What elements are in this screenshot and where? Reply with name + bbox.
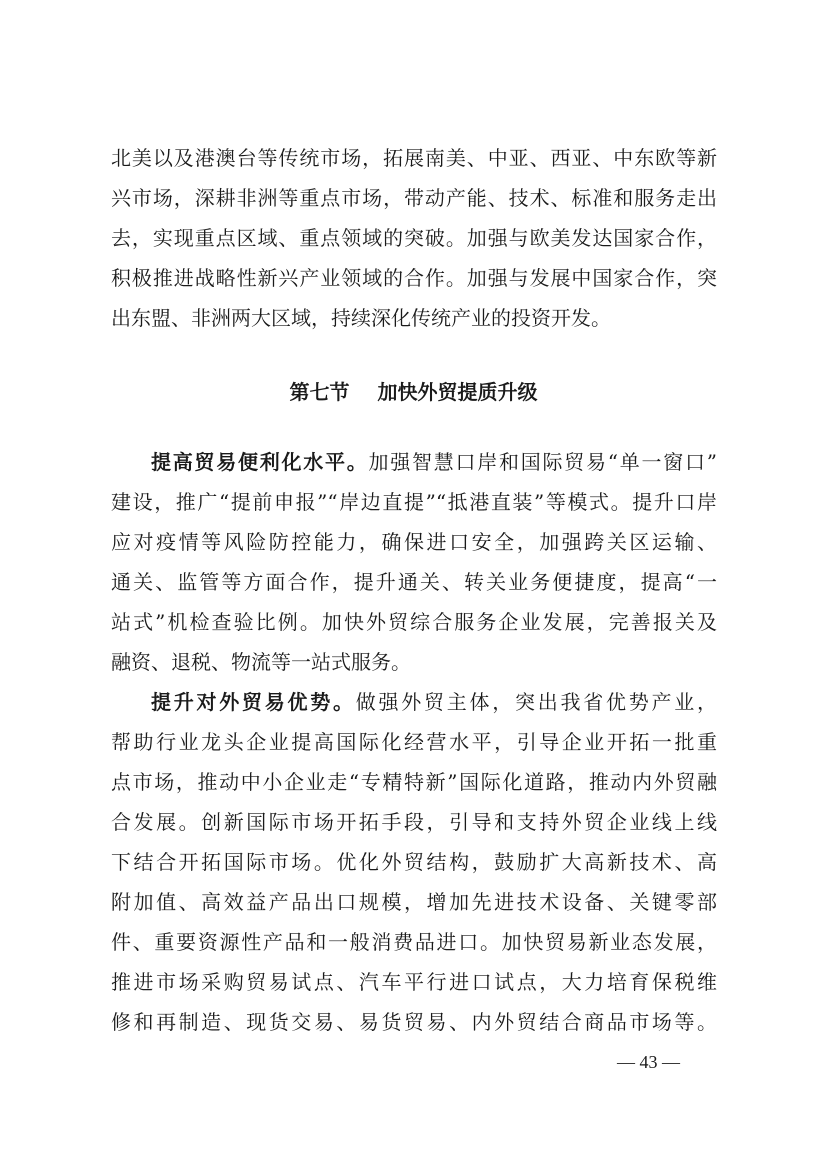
body-line: 积极推进战略性新兴产业领域的合作。加强与发展中国家合作，突 xyxy=(111,266,717,290)
paragraph-first-line xyxy=(151,682,717,722)
paragraph-lead: 提高贸易便利化水平。 xyxy=(151,450,369,474)
body-line: 通关、监管等方面合作，提升通关、转关业务便捷度，提高“一 xyxy=(111,570,717,594)
section-heading xyxy=(0,372,827,412)
paragraph-text: 加强智慧口岸和国际贸易“单一窗口” xyxy=(368,450,718,474)
section-number: 第七节 xyxy=(289,380,350,404)
body-line: 点市场，推动中小企业走“专精特新”国际化道路，推动内外贸融 xyxy=(111,770,717,794)
page-number: — 43 — xyxy=(617,1052,680,1072)
body-line: 合发展。创新国际市场开拓手段，引导和支持外贸企业线上线 xyxy=(111,810,717,834)
body-line: 帮助行业龙头企业提高国际化经营水平，引导企业开拓一批重 xyxy=(111,730,717,754)
body-line: 件、重要资源性产品和一般消费品进口。加快贸易新业态发展， xyxy=(111,930,717,954)
body-line: 去，实现重点区域、重点领域的突破。加强与欧美发达国家合作， xyxy=(111,226,717,250)
body-line: 建设，推广“提前申报”“岸边直提”“抵港直装”等模式。提升口岸 xyxy=(111,490,717,514)
body-line: 兴市场，深耕非洲等重点市场，带动产能、技术、标准和服务走出 xyxy=(111,186,717,210)
body-line: 出东盟、非洲两大区域，持续深化传统产业的投资开发。 xyxy=(111,306,611,330)
section-title: 加快外贸提质升级 xyxy=(377,380,538,404)
paragraph-first-line xyxy=(151,442,717,482)
body-line: 修和再制造、现货交易、易货贸易、内外贸结合商品市场等。 xyxy=(111,1010,717,1034)
body-line: 融资、退税、物流等一站式服务。 xyxy=(111,650,411,674)
body-line: 站式”机检查验比例。加快外贸综合服务企业发展，完善报关及 xyxy=(111,610,717,634)
paragraph-lead: 提升对外贸易优势。 xyxy=(151,690,356,714)
body-line: 下结合开拓国际市场。优化外贸结构，鼓励扩大高新技术、高 xyxy=(111,850,717,874)
paragraph-text: 做强外贸主体，突出我省优势产业， xyxy=(355,690,717,714)
body-line: 推进市场采购贸易试点、汽车平行进口试点，大力培育保税维 xyxy=(111,970,717,994)
body-line: 北美以及港澳台等传统市场，拓展南美、中亚、西亚、中东欧等新 xyxy=(111,146,717,170)
body-line: 应对疫情等风险防控能力，确保进口安全，加强跨关区运输、 xyxy=(111,530,717,554)
body-line: 附加值、高效益产品出口规模，增加先进技术设备、关键零部 xyxy=(111,890,717,914)
